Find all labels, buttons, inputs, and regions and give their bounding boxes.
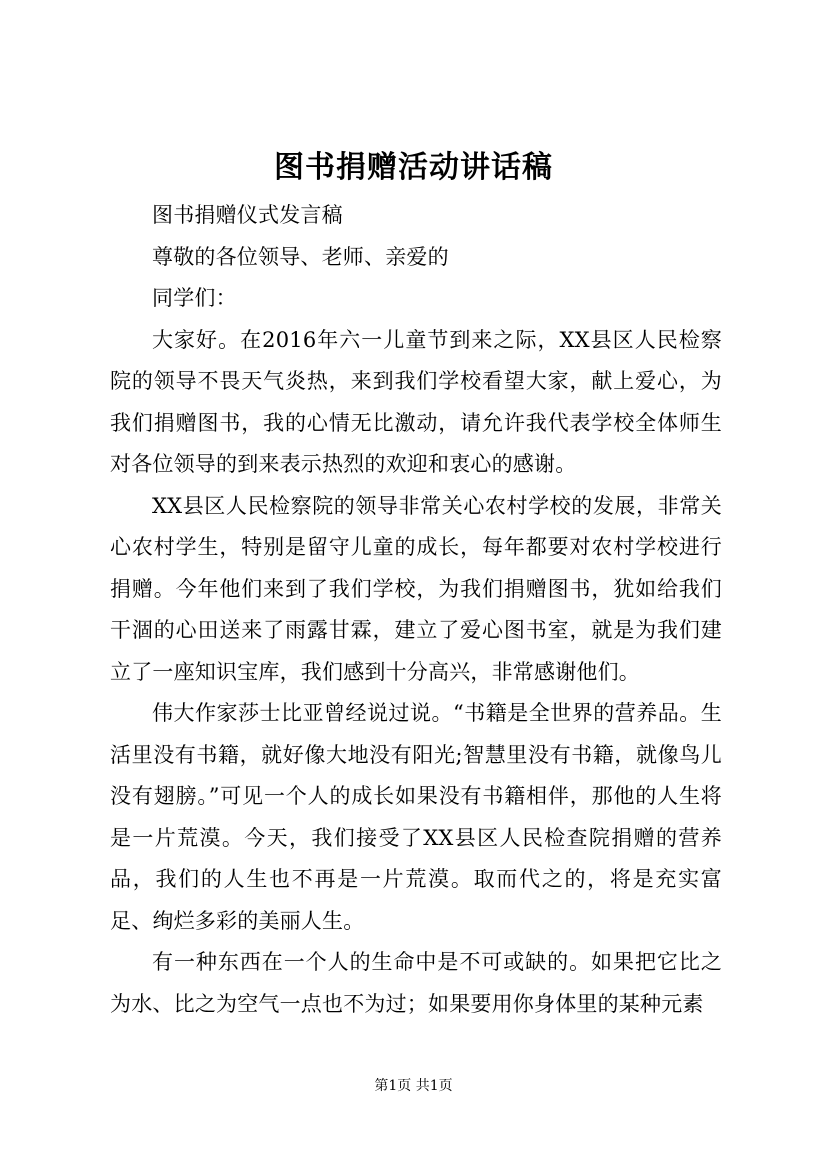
paragraph-heading: 图书捐赠仪式发言稿	[152, 203, 343, 227]
paragraph-donor-care: XX县区人民检察院的领导非常关心农村学校的发展，非常关心农村学生，特别是留守儿童的成长，每年都要对农村学校进行捐赠。今年他们来到了我们学校，为我们捐赠图书，犹如给我们干涸的心田送来了雨露甘霖，建立了爱心图书室，就是为我们建立了一座知识宝库，我们感到十分高兴，非常感谢他们。	[110, 493, 722, 684]
paragraph-shakespeare-quote: 伟大作家莎士比亚曾经说过说。“书籍是全世界的营养品。生活里没有书籍，就好像大地没有阳光;智慧里没有书籍，就像鸟儿没有翅膀。”可见一个人的成长如果没有书籍相伴，那他的人生将是一片荒漠。今天，我们接受了XX县区人民检查院捐赠的营养品，我们的人生也不再是一片荒漠。取而代之的，将是充实富足、绚烂多彩的美丽人生。	[110, 701, 722, 933]
paragraph-essential-thing: 有一种东西在一个人的生命中是不可或缺的。如果把它比之为水、比之为空气一点也不为过；如果要用你身体里的某种元素	[110, 950, 722, 1016]
page-number-footer: 第1页 共1页	[374, 1078, 453, 1094]
paragraph-salutation: 尊敬的各位领导、老师、亲爱的	[152, 244, 449, 269]
document-body	[110, 195, 722, 1025]
document-title: 图书捐赠活动讲话稿	[274, 150, 553, 185]
paragraph-salutation-continued: 同学们：	[152, 286, 237, 310]
paragraph-greeting: 大家好。在2016年六一儿童节到来之际，XX县区人民检察院的领导不畏天气炎热，来到我们学校看望大家，献上爱心，为我们捐赠图书，我的心情无比激动，请允许我代表学校全体师生对各位领导的到来表示热烈的欢迎和衷心的感谢。	[110, 327, 722, 476]
